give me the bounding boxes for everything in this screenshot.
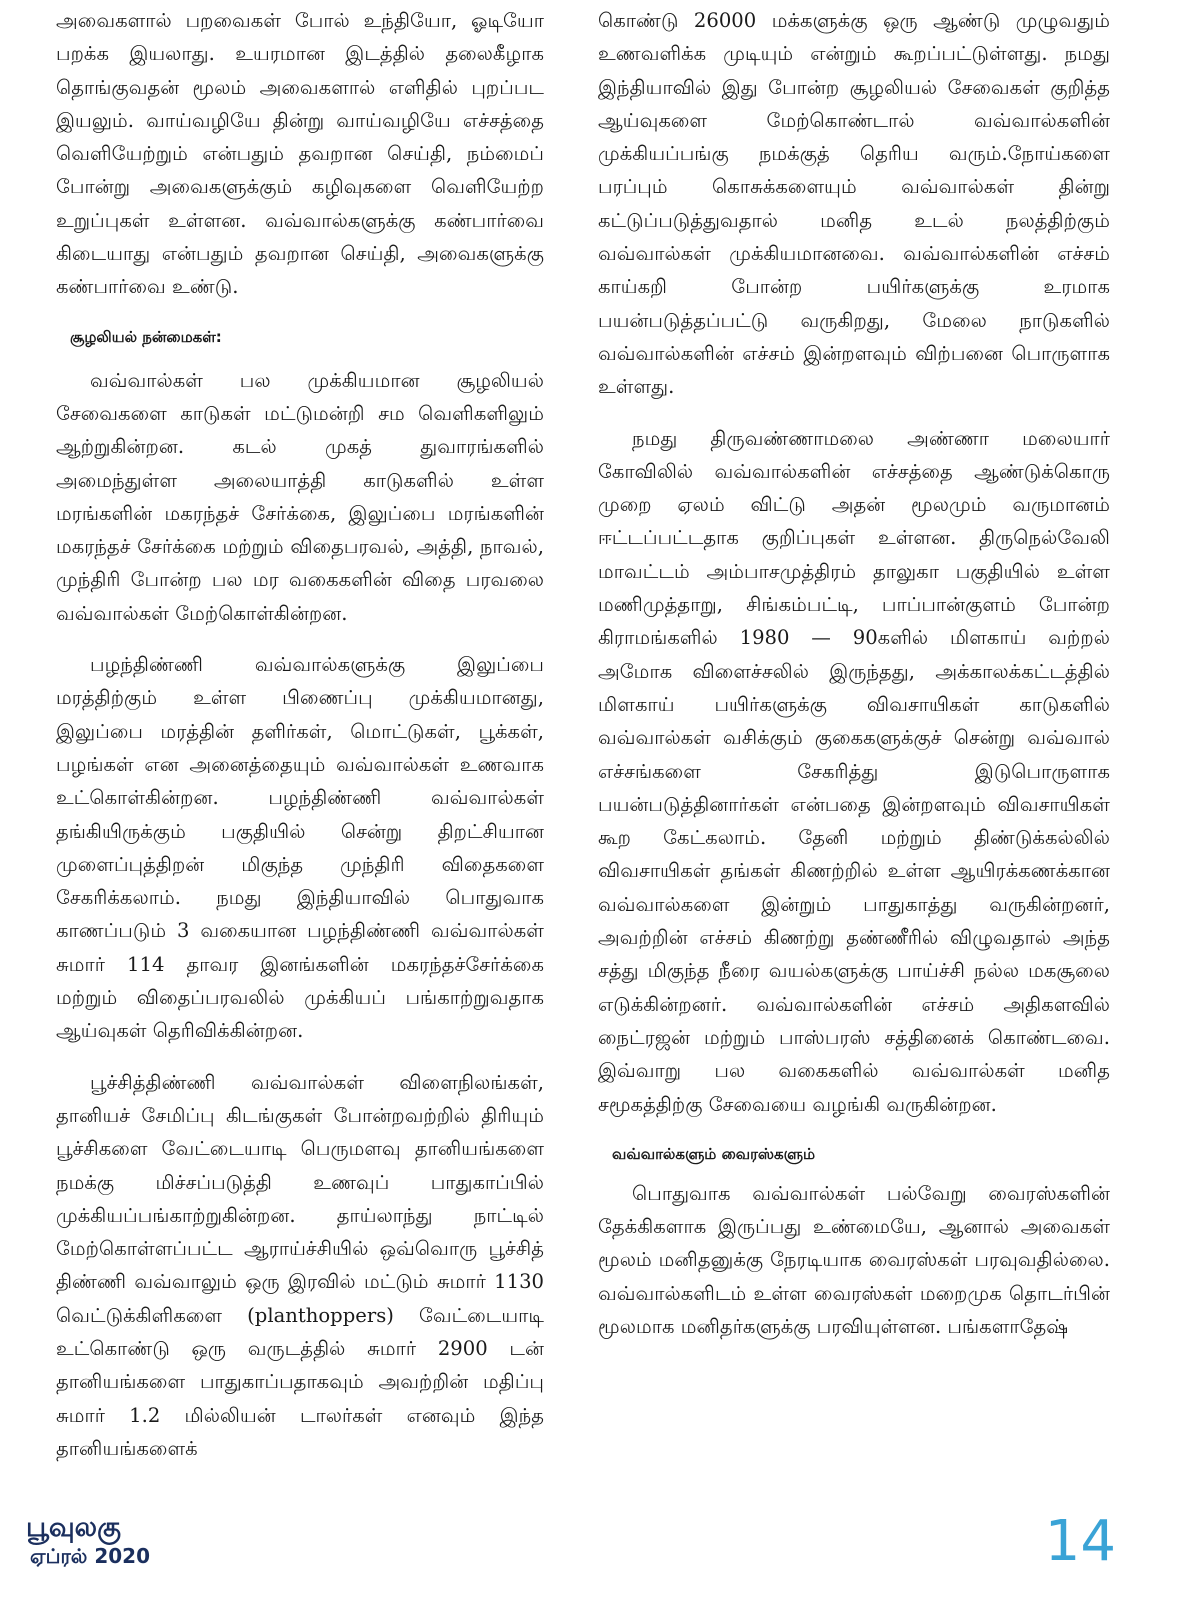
- spacer: [56, 1048, 544, 1066]
- paragraph: கொண்டு 26000 மக்களுக்கு ஒரு ஆண்டு முழுவதும் உணவளிக்க முடியும் என்றும் கூறப்பட்டுள்ளது. நமது இந்தியாவில் இது போன்ற சூழலியல் சேவைகள் குறித்த ஆய்வுகளை மேற்கொண்டால் வவ்வால்களின் முக்கியப்பங்கு நமக்குத் தெரிய வரும்.நோய்களை பரப்பும் கொசுக்களையும் வவ்வால்கள் தின்று கட்டுப்படுத்துவதால் மனித உடல் நலத்திற்கும் வவ்வால்கள் முக்கியமானவை. வவ்வால்களின் எச்சம் காய்கறி போன்ற பயிர்களுக்கு உரமாக பயன்படுத்தப்பட்டு வருகிறது, மேலை நாடுகளில் வவ்வால்களின் எச்சம் இன்றளவும் விற்பனை பொருளாக உள்ளது.: [598, 9, 1110, 399]
- paragraph: வவ்வால்கள் பல முக்கியமான சூழலியல் சேவைகளை காடுகள் மட்டுமன்றி சம வெளிகளிலும் ஆற்றுகின்றன. கடல் முகத் துவாரங்களில் அமைந்துள்ள அலையாத்தி காடுகளில் உள்ள மரங்களின் மகரந்தச் சேர்க்கை, இலுப்பை மரங்களின் மகரந்தச் சேர்க்கை மற்றும் விதைபரவல், அத்தி, நாவல், முந்திரி போன்ற பல மர வகைகளின் விதை பரவலை வவ்வால்கள் மேற்கொள்கின்றன.: [56, 368, 544, 625]
- right-column: [598, 4, 1110, 1343]
- paragraph: பூச்சித்திண்ணி வவ்வால்கள் விளைநிலங்கள், தானியச் சேமிப்பு கிடங்குகள் போன்றவற்றில் திரியும் பூச்சிகளை வேட்டையாடி பெருமளவு தானியங்களை நமக்கு மிச்சப்படுத்தி உணவுப் பாதுகாப்பில் முக்கியப்பங்காற்றுகின்றன. தாய்லாந்து நாட்டில் மேற்கொள்ளப்பட்ட ஆராய்ச்சியில் ஒவ்வொரு பூச்சித் திண்ணி வவ்வாலும் ஒரு இரவில் மட்டும் சுமார் 1130 வெட்டுக்கிளிகளை (planthoppers) வேட்டையாடி உட்கொண்டு ஒரு வருடத்தில் சுமார் 2900 டன் தானியங்களை பாதுகாப்பதாகவும் அவற்றின் மதிப்பு சுமார் 1.2 மில்லியன் டாலர்கள் எனவும் இந்த தானியங்களைக்: [56, 1070, 544, 1460]
- page-number: 14: [1044, 1509, 1116, 1574]
- spacer: [598, 1121, 1110, 1139]
- paragraph: பொதுவாக வவ்வால்கள் பல்வேறு வைரஸ்களின் தேக்கிகளாக இருப்பது உண்மையே, ஆனால் அவைகள் மூலம் மனிதனுக்கு நேரடியாக வைரஸ்கள் பரவுவதில்லை. வவ்வால்களிடம் உள்ள வைரஸ்கள் மறைமுக தொடர்பின் மூலமாக மனிதர்களுக்கு பரவியுள்ளன. பங்களாதேஷ்: [598, 1181, 1110, 1338]
- left-column: [56, 4, 544, 1465]
- magazine-brand: [26, 1512, 226, 1568]
- paragraph: பழந்திண்ணி வவ்வால்களுக்கு இலுப்பை மரத்திற்கும் உள்ள பிணைப்பு முக்கியமானது, இலுப்பை மரத்தின் தளிர்கள், மொட்டுகள், பூக்கள், பழங்கள் என அனைத்தையும் வவ்வால்கள் உணவாக உட்கொள்கின்றன. பழந்திண்ணி வவ்வால்கள் தங்கியிருக்கும் பகுதியில் சென்று திறட்சியான முளைப்புத்திறன் மிகுந்த முந்திரி விதைகளை சேகரிக்கலாம். நமது இந்தியாவில் பொதுவாக காணப்படும் 3 வகையான பழந்திண்ணி வவ்வால்கள் சுமார் 114 தாவர இனங்களின் மகரந்தச்சேர்க்கை மற்றும் விதைப்பரவலில் முக்கியப் பங்காற்றுவதாக ஆய்வுகள் தெரிவிக்கின்றன.: [56, 653, 544, 1043]
- spacer: [598, 404, 1110, 422]
- paragraph: நமது திருவண்ணாமலை அண்ணா மலையார் கோவிலில் வவ்வால்களின் எச்சத்தை ஆண்டுக்கொரு முறை ஏலம் விட்டு அதன் மூலமும் வருமானம் ஈட்டப்பட்டதாக குறிப்புகள் உள்ளன. திருநெல்வேலி மாவட்டம் அம்பாசமுத்திரம் தாலுகா பகுதியில் உள்ள மணிமுத்தாறு, சிங்கம்பட்டி, பாப்பான்குளம் போன்ற கிராமங்களில் 1980 — 90களில் மிளகாய் வற்றல் அமோக விளைச்சலில் இருந்தது, அக்காலக்கட்டத்தில் மிளகாய் பயிர்களுக்கு விவசாயிகள் காடுகளில் வவ்வால்கள் வசிக்கும் குகைகளுக்குச் சென்று வவ்வால் எச்சங்களை சேகரித்து இடுபொருளாக பயன்படுத்தினார்கள் என்பதை இன்றளவும் விவசாயிகள் கூற கேட்கலாம். தேனி மற்றும் திண்டுக்கல்லில் விவசாயிகள் தங்கள் கிணற்றில் உள்ள ஆயிரக்கணக்கான வவ்வால்களை இன்றும் பாதுகாத்து வருகின்றனர், அவற்றின் எச்சம் கிணற்று தண்ணீரில் விழுவதால் அந்த சத்து மிகுந்த நீரை வயல்களுக்கு பாய்ச்சி நல்ல மகசூலை எடுக்கின்றனர். வவ்வால்களின் எச்சம் அதிகளவில் நைட்ரஜன் மற்றும் பாஸ்பரஸ் சத்தினைக் கொண்டவை. இவ்வாறு பல வகைகளில் வவ்வால்கள் மனித சமூகத்திற்கு சேவையை வழங்கி வருகின்றன.: [598, 426, 1110, 1116]
- section-heading: சூழலியல் நன்மைகள்:: [70, 327, 222, 346]
- spacer: [56, 304, 544, 322]
- spacer: [56, 630, 544, 648]
- paragraph: அவைகளால் பறவைகள் போல் உந்தியோ, ஓடியோ பறக்க இயலாது. உயரமான இடத்தில் தலைகீழாக தொங்குவதன் மூலம் அவைகளால் எளிதில் புறப்பட இயலும். வாய்வழியே தின்று வாய்வழியே எச்சத்தை வெளியேற்றும் என்பதும் தவறான செய்தி, நம்மைப் போன்று அவைகளுக்கும் கழிவுகளை வெளியேற்ற உறுப்புகள் உள்ளன. வவ்வால்களுக்கு கண்பார்வை கிடையாது என்பதும் தவறான செய்தி, அவைகளுக்கு கண்பார்வை உண்டு.: [56, 9, 544, 299]
- section-heading: வவ்வால்களும் வைரஸ்களும்: [612, 1144, 816, 1163]
- issue-date: ஏப்ரல் 2020: [30, 1544, 151, 1568]
- brand-name: பூவுலகு: [26, 1512, 121, 1543]
- spacer: [598, 1169, 1110, 1177]
- spacer: [56, 352, 544, 364]
